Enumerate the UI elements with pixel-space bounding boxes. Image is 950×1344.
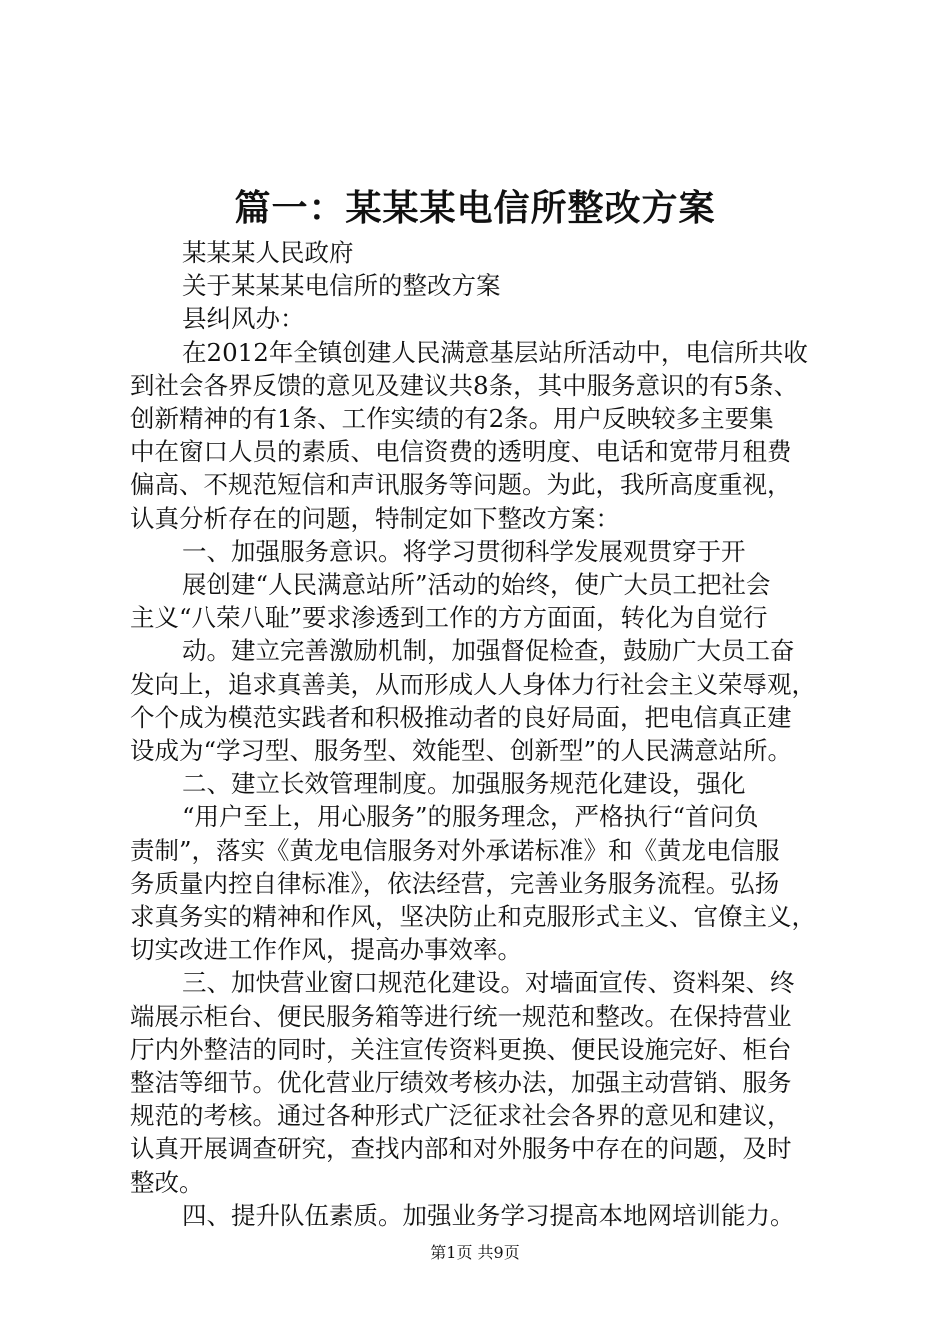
text-line: 县纠风办： [182, 304, 305, 334]
text-line: 整改。 [130, 1167, 204, 1197]
text-line: 一、加强服务意识。将学习贯彻科学发展观贯穿于开 [182, 536, 746, 566]
text-line: 整洁等细节。优化营业厅绩效考核办法，加强主动营销、服务 [130, 1068, 792, 1097]
text-line: 发向上，追求真善美，从而形成人人身体力行社会主义荣辱观， [130, 669, 816, 699]
text-line: 责制”，落实《黄龙电信服务对外承诺标准》和《黄龙电信服 [130, 835, 780, 865]
text-line: 二、建立长效管理制度。加强服务规范化建设，强化 [182, 769, 746, 799]
text-line: 切实改进工作作风，提高办事效率。 [130, 935, 522, 965]
text-line: 端展示柜台、便民服务箱等进行统一规范和整改。在保持营业 [130, 1001, 792, 1031]
text-line: “用户至上，用心服务”的服务理念，严格执行“首问负 [182, 802, 759, 832]
text-line: 务质量内控自律标准》，依法经营，完善业务服务流程。弘扬 [130, 868, 780, 898]
text-line: 某某某人民政府 [182, 238, 354, 267]
text-line: 三、加快营业窗口规范化建设。对墙面宣传、资料架、终 [182, 968, 795, 998]
text-line: 认真分析存在的问题，特制定如下整改方案： [130, 503, 620, 533]
text-line: 在2012年全镇创建人民满意基层站所活动中，电信所共收 [182, 337, 808, 367]
text-line: 中在窗口人员的素质、电信资费的透明度、电话和宽带月租费 [130, 437, 792, 467]
text-line: 认真开展调查研究，查找内部和对外服务中存在的问题，及时 [130, 1134, 792, 1164]
text-line: 动。建立完善激励机制，加强督促检查，鼓励广大员工奋 [182, 636, 795, 666]
text-line: 规范的考核。通过各种形式广泛征求社会各界的意见和建议， [130, 1101, 792, 1131]
text-line: 四、提升队伍素质。加强业务学习提高本地网培训能力。 [182, 1200, 795, 1230]
document-title: 篇一：某某某电信所整改方案 [234, 187, 716, 229]
text-line: 个个成为模范实践者和积极推动者的良好局面，把电信真正建 [130, 702, 792, 732]
text-line: 关于某某某电信所的整改方案 [182, 271, 501, 301]
text-line: 主义“八荣八耻”要求渗透到工作的方方面面，转化为自觉行 [130, 603, 768, 633]
text-line: 偏高、不规范短信和声讯服务等问题。为此，我所高度重视， [130, 470, 792, 500]
text-line: 到社会各界反馈的意见及建议共8条，其中服务意识的有5条、 [130, 370, 799, 400]
text-line: 创新精神的有1条、工作实绩的有2条。用户反映较多主要集 [130, 404, 774, 433]
text-line: 展创建“人民满意站所”活动的始终，使广大员工把社会 [182, 570, 771, 599]
text-line: 厅内外整洁的同时，关注宣传资料更换、便民设施完好、柜台 [130, 1034, 792, 1064]
text-line: 设成为“学习型、服务型、效能型、创新型”的人民满意站所。 [130, 736, 793, 765]
text-line: 求真务实的精神和作风，坚决防止和克服形式主义、官僚主义， [130, 902, 816, 931]
page-footer: 第1页 共9页 [430, 1243, 520, 1262]
